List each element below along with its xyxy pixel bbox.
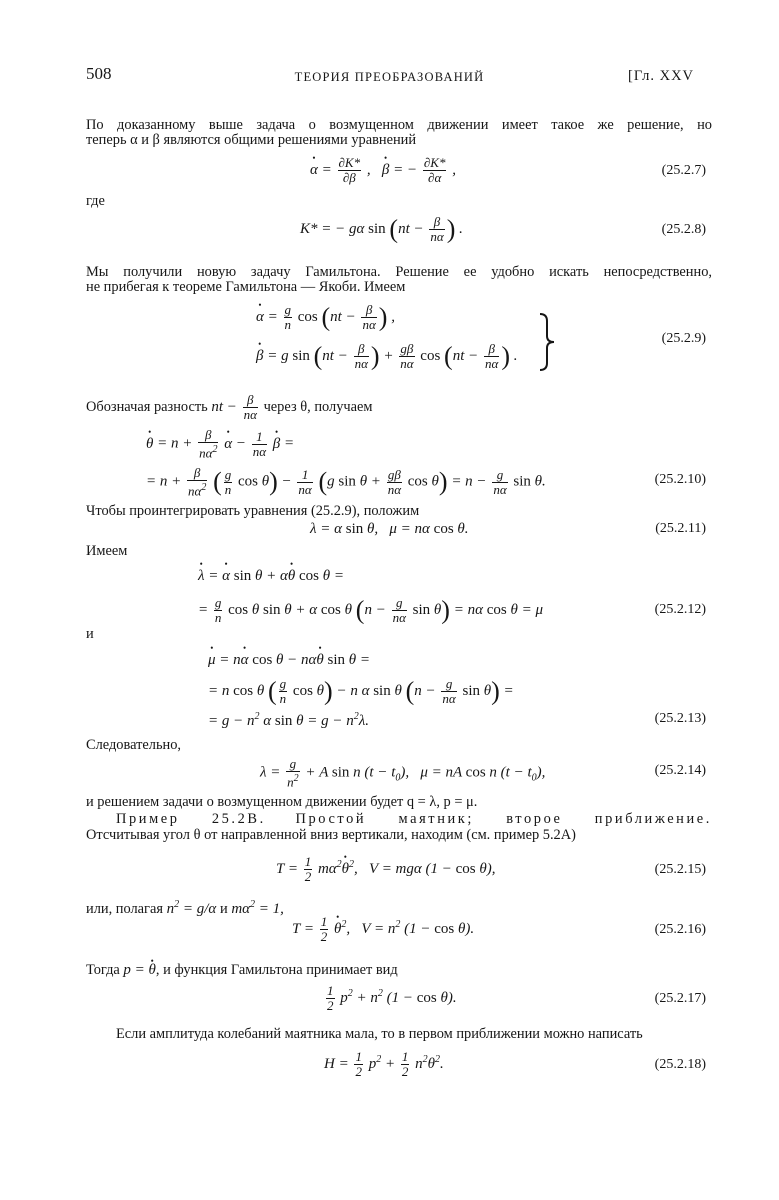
paragraph-line: По доказанному выше задача о возмущенном движении имеет такое же решение, но [86,117,712,133]
equation-25-2-13-line1: • μ = n• α cos θ − nα• θ sin θ = [208,652,370,669]
equation-25-2-12-line2: = $\frac{g}{n}$ cos θ sin θ + α cos θ (n − $\frac{g}{n\alpha}$ sin θ) = nα cos θ = μ [198,595,543,625]
equation-25-2-10-line2: = n + $\frac{\beta}{n\alpha^2}$ ( $\frac{g}{n}$ cos θ) − $\frac{1}{n\alpha}$ (g sin θ + $\frac{g\beta}{n\alpha}$ cos θ) = n − $\frac{g}{n\alpha}$ sin θ. [146,465,546,499]
paragraph-line: Отсчитывая угол θ от направленной вниз вертикали, находим (см. пример 5.2А) [86,827,576,843]
equation-25-2-9-line1: • α = $\frac{g}{n}$ cos (nt − $\frac{\beta}{n\alpha}$ ) , [256,303,395,332]
equation-25-2-10-line1: • θ = n + $\frac{\beta}{n\alpha^2}$ • α − $\frac{1}{n\alpha}$ • β = [146,428,294,460]
text-fragment: или, полагая [86,901,163,917]
equation-number: (25.2.10) [654,472,706,487]
equation-number: (25.2.15) [654,862,706,877]
equation-25-2-13-line3: = $g - n^2$ α $\sin \theta = g - n^2\lambda$. [208,711,370,729]
equation-number: (25.2.7) [661,163,706,178]
equation-25-2-13-line2: = n cos θ ( $\frac{g}{n}$ cos θ) − n α sin θ (n − $\frac{g}{n\alpha}$ sin θ) = [208,676,514,706]
paragraph-line: или, полагая $n^2 = g/\alpha$ и $m\alpha^2 = 1$, [86,899,284,917]
equation-25-2-9-line2: • β = g sin (nt − $\frac{\beta}{n\alpha}$ ) + $\frac{g\beta}{n\alpha}$ cos (nt − $\frac{\beta}{n\alpha}$ ) . [256,342,518,371]
equation-25-2-16: T = $\frac{1}{2}$ • $\theta^2$, $V = n^2$ (1 − cos θ). [292,915,474,944]
paragraph-line: Имеем [86,543,128,559]
equation-25-2-14: λ = $\frac{g}{n^2}$ + A sin n $(t - t_0)$, μ = nA cos n $(t - t_0)$, [260,756,546,790]
page-number: 508 [86,64,112,83]
text-fragment: , и функция Гамильтона принимает вид [155,962,398,978]
right-brace-icon [538,313,556,371]
equation-number: (25.2.17) [654,991,706,1006]
equation-25-2-8: K* = − gα sin (nt − $\frac{\beta}{n\alpha}$ ) . [300,214,463,244]
equation-number: (25.2.12) [654,602,706,617]
paragraph-line: не прибегая к теореме Гамильтона — Якоби. Имеем [86,279,406,295]
paragraph-line: и [86,626,94,642]
equation-25-2-7: • α = $\frac{\partial K*}{\partial\beta}$ , • β = − $\frac{\partial K*}{\partial\alpha}$ , [310,156,456,185]
equation-number: (25.2.11) [655,521,706,536]
paragraph-line: Обозначая разность nt − $\frac{\beta}{n\alpha}$ через θ, получаем [86,392,373,422]
equation-25-2-18: H = $\frac{1}{2}$ $p^2$ + $\frac{1}{2}$ $n^2\theta^2$. [324,1049,444,1079]
text-fragment: через θ, получаем [263,398,373,415]
example-heading [86,811,712,828]
chapter-label: [Гл. XXV [628,68,695,84]
example-label: Пример 25.2В. [116,811,266,827]
equation-number: (25.2.9) [661,331,706,346]
paragraph-line: и решением задачи о возмущенном движении будет q = λ, p = μ. [86,794,478,810]
text-fragment: и [220,901,228,917]
paragraph-line: где [86,193,105,209]
text-fragment: Тогда [86,962,120,978]
equation-number: (25.2.14) [654,763,706,778]
equation-25-2-17: $\frac{1}{2}$ $p^2 + n^2$ (1 − cos θ). [327,983,457,1013]
equation-number: (25.2.13) [654,711,706,726]
paragraph-line: Мы получили новую задачу Гамильтона. Решение ее удобно искать непосредственно, [86,264,712,280]
paragraph-line: теперь α и β являются общими решениями уравнений [86,132,417,148]
equation-25-2-12-line1: • λ = • α sin θ + α• θ cos θ = [198,568,344,585]
equation-25-2-11: λ = α sin θ, μ = nα cos θ. [310,521,469,537]
paragraph-line: Если амплитуда колебаний маятника мала, то в первом приближении можно написать [116,1026,643,1042]
equation-number: (25.2.8) [661,222,706,237]
example-title: Простой маятник; второе приближение. [295,811,712,827]
equation-number: (25.2.18) [654,1057,706,1072]
running-title: ТЕОРИЯ ПРЕОБРАЗОВАНИЙ [294,70,485,84]
equation-number: (25.2.16) [654,922,706,937]
paragraph-line: Следовательно, [86,737,182,753]
equation-25-2-15: T = $\frac{1}{2}$ $m\alpha^2•$ $\theta^2$, V = mgα (1 − cos θ), [276,855,496,884]
text-fragment: Обозначая разность [86,398,208,415]
paragraph-line: Чтобы проинтегрировать уравнения (25.2.9), положим [86,503,420,519]
paragraph-line: Тогда p = • θ, и функция Гамильтона принимает вид [86,962,712,979]
